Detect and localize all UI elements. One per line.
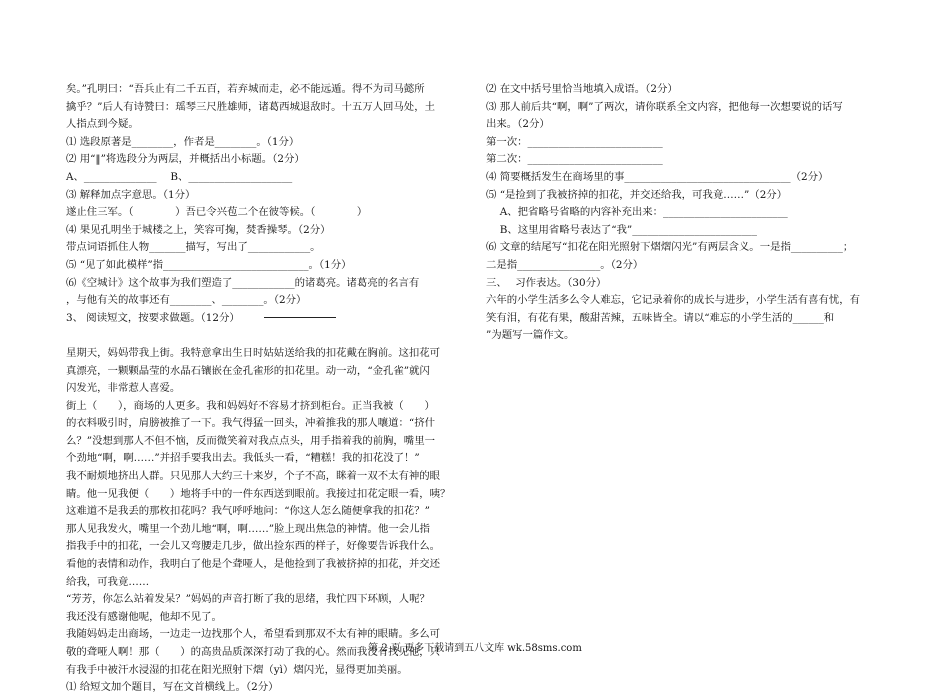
right-text-line: ⑶ 那人前后共“啊，啊”了两次，请你联系全文内容，把他每一次想要说的话写 <box>486 100 843 113</box>
left-text-line: 指我手中的扣花，一会儿又弯腰走几步，做出捡东西的样子，好像要告诉我什么。 <box>66 540 441 553</box>
left-text-line: ⑴ 给短文加个题目，写在文首横线上。（2分） <box>66 681 279 694</box>
left-text-line: ⑹《空城计》这个故事为我们塑造了____________的诸葛亮。诸葛亮的名言有 <box>66 276 420 289</box>
page-footer: 第 2 页 更多下载请到五八文库 wk.58sms.com <box>368 643 582 654</box>
left-text-line: 那人见我发火，嘴里一个劲儿地“啊，啊……”脸上现出焦急的神情。他一会儿指 <box>66 522 430 535</box>
right-text-line: 出来。（2分） <box>486 118 550 131</box>
left-column <box>66 81 478 697</box>
left-text-line: ，与他有关的故事还有________、________。（2分） <box>66 294 307 307</box>
right-text-line: ⑸ “是捡到了我被挤掉的扣花，并交还给我，可我竟……”（2分） <box>486 188 788 201</box>
left-text-line: 我还没有感谢他呢，他却不见了。 <box>66 610 222 623</box>
left-text-line: ⑵ 用“‖”将选段分为两层，并概括出小标题。（2分） <box>66 153 305 166</box>
left-text-line: A、______________ B、____________________ <box>66 170 293 183</box>
right-text-line: ”为题写一篇作文。 <box>486 329 575 342</box>
right-text-line: ⑹ 文章的结尾写“扣花在阳光照射下熠熠闪光”有两层含义。一是指__________； <box>486 241 854 254</box>
left-text-line: 的衣料吸引时，肩膀被推了一下。我气得猛一回头，冲着推我的那人嚷道：“挤什 <box>66 417 435 430</box>
right-text-line: ⑷ 简要概括发生在商场里的事________________________________（2分） <box>486 170 829 183</box>
right-text-line: A、把省略号省略的内容补充出来：________________________ <box>486 206 788 219</box>
right-text-line: 六年的小学生活多么令人难忘，它记录着你的成长与进步，小学生活有喜有忧，有 <box>486 294 861 307</box>
left-text-line: 个劲地“啊，啊……”并招手要我出去。我低头一看，“糟糕！我的扣花没了！” <box>66 452 420 465</box>
left-text-line: 我随妈妈走出商场，一边走一边找那个人，希望看到那双不太有神的眼睛。多么可 <box>66 628 441 641</box>
right-text-line: 第一次：__________________________ <box>486 135 663 148</box>
left-text-line: 敬的聋哑人啊！那（ ）的高贵品质深深打动了我的心。然而我没有找见他，只 <box>66 646 441 658</box>
left-text-line: 么？”没想到那人不但不恼，反而微笑着对我点点头，用手指着我的前胸，嘴里一 <box>66 434 435 447</box>
left-text-line: 给我，可我竟…… <box>66 575 150 588</box>
left-text-line: 星期天，妈妈带我上街。我特意拿出生日时姑姑送给我的扣花戴在胸前。这扣花可 <box>66 346 441 359</box>
left-text-line: ⑶ 解释加点字意思。（1分） <box>66 188 196 201</box>
left-text-line: 看他的表情和动作，我明白了他是个聋哑人，是他捡到了我被挤掉的扣花，并交还 <box>66 558 441 571</box>
left-text-line: “芳芳，你怎么站着发呆？”妈妈的声音打断了我的思绪，我忙四下环顾，人呢？ <box>66 593 430 606</box>
left-text-line: 遂止住三军。（ ）吾已令兴苞二个在彼等候。（ ） <box>66 206 368 219</box>
left-text-line: 这难道不是我丢的那枚扣花吗？我气呼呼地问：“你这人怎么随便拿我的扣花？” <box>66 505 430 518</box>
left-text-line: 带点词语抓住人物_______描写，写出了____________。 <box>66 241 321 254</box>
left-text-line: 人指点到今疑。 <box>66 118 139 131</box>
left-text-line: 街上（ ），商场的人更多。我和妈妈好不容易才挤到柜台。正当我被（ ） <box>66 399 435 412</box>
left-text-line: ⑷ 果见孔明坐于城楼之上，笑容可掬，焚香操琴。（2分） <box>66 223 331 236</box>
right-text-line: 第二次：__________________________ <box>486 153 663 166</box>
left-text-line: 矣。”孔明曰：“吾兵止有二千五百，若弃城而走，必不能远遁。得不为司马懿所 <box>66 83 425 95</box>
left-text-line: 真漂亮，一颗颗晶莹的水晶石镶嵌在金孔雀形的扣花里。动一动，“金孔雀”就闪 <box>66 364 430 377</box>
left-text-line <box>66 327 478 345</box>
left-text-line: 擒乎？”后人有诗赞曰：瑶琴三尺胜雄师，诸葛西城退敌时。十五万人回马处，土 <box>66 100 435 113</box>
left-text-line: 有我手中被汗水浸湿的扣花在阳光照射下熠（yì）熠闪光，显得更加美丽。 <box>66 663 408 676</box>
left-text-line: 闪发光，非常惹人喜爱。 <box>66 382 181 395</box>
right-text-line: B、这里用省略号表达了“我”________________________ <box>486 223 757 236</box>
right-text-line: 二是指________________。（2分） <box>486 258 644 271</box>
right-text-line: 三、 习作表达。（30分） <box>486 276 607 289</box>
left-text-line: ⑴ 选段原著是________，作者是________。（1分） <box>66 135 300 148</box>
right-column <box>486 81 890 345</box>
left-text-line: 我不耐烦地挤出人群。只见那人大约三十来岁，个子不高，眯着一双不太有神的眼 <box>66 470 441 483</box>
left-text-line: 3、 阅读短文，按要求做题。（12分） <box>66 311 240 324</box>
title-blank-line <box>264 317 336 318</box>
right-text-line: ⑵ 在文中括号里恰当地填入成语。（2分） <box>486 83 678 95</box>
left-text-line: 睛。他一见我便（ ）地将手中的一件东西送到眼前。我接过扣花定眼一看，咦？ <box>66 487 451 500</box>
left-text-line: ⑸ “见了如此模样”指____________________________。（1分） <box>66 258 352 271</box>
right-text-line: 笑有泪，有花有果，酸甜苦辣，五味皆全。请以“难忘的小学生活的______和 <box>486 311 835 324</box>
